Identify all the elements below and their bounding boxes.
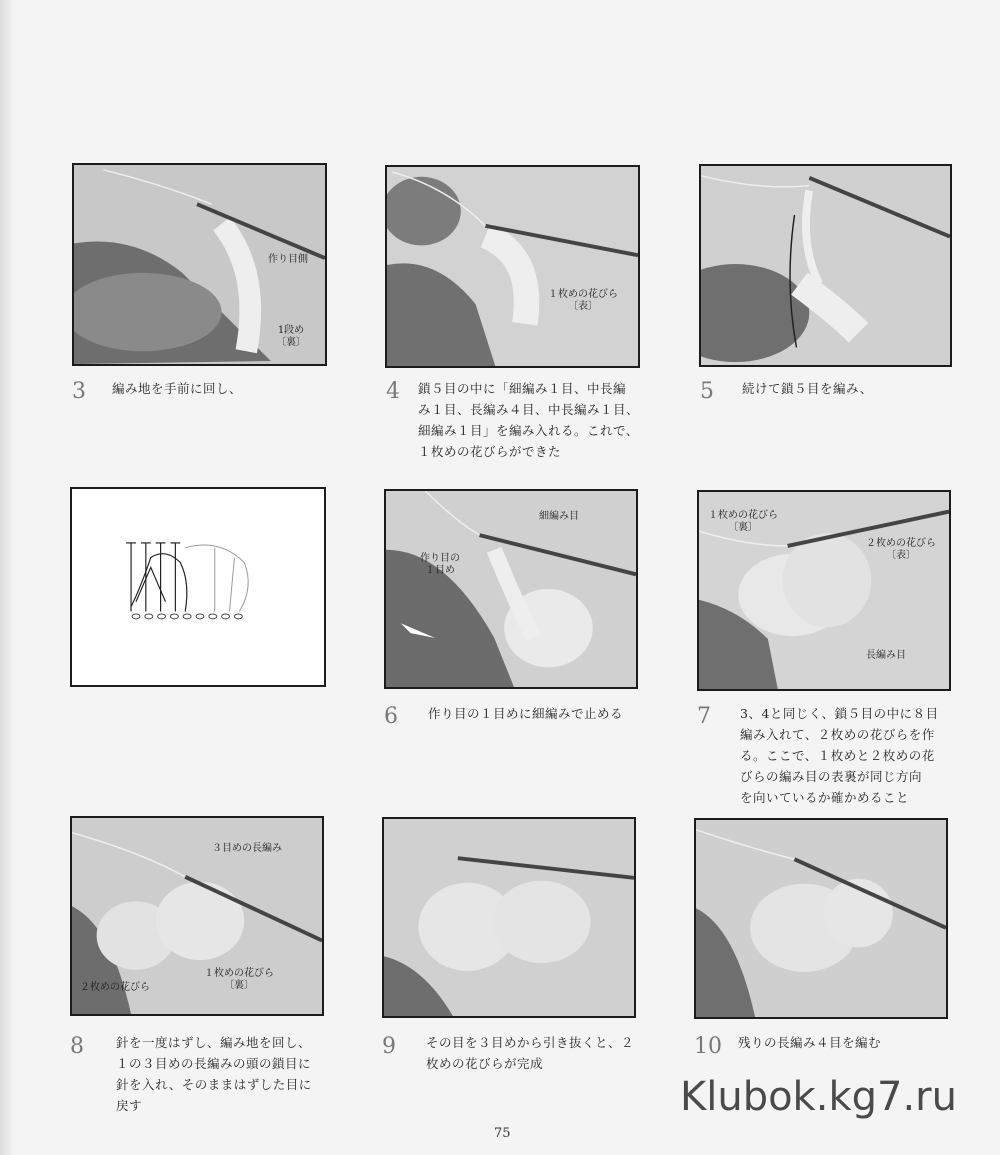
label-step-6-b: 作り目の １目め: [420, 553, 460, 576]
watermark: Klubok.kg7.ru: [680, 1074, 957, 1120]
step-text-7: 3、4と同じく、鎖５目の中に８目 編み入れて、２枚めの花びらを作 る。ここで、１枚めと２枚めの花 びらの編み目の表裏が同じ方向 を向いているか確かめること: [740, 706, 939, 805]
page-number: 75: [494, 1126, 511, 1141]
photo-step-4: [385, 165, 640, 368]
label-step-8-a: ３目めの長編み: [212, 843, 282, 854]
step-text-10: 残りの長編み４目を編む: [738, 1035, 882, 1050]
step-text-4: 鎖５目の中に「細編み１目、中長編 み１目、長編み４目、中長編み１目、 細編み１目」を編み入れる。これで、 １枚めの花びらができた: [418, 381, 640, 459]
label-step-4-a: １枚めの花びら 〔表〕: [548, 289, 618, 312]
label-step-8-b: １枚めの花びら 〔裏〕: [204, 968, 274, 991]
photo-step-10: [694, 818, 948, 1019]
photo-step-5: [699, 164, 952, 367]
step-text-5: 続けて鎖５目を編み、: [742, 381, 873, 396]
step-number-5: 5: [700, 379, 714, 404]
page-binding-shadow: [0, 0, 14, 1155]
step-number-4: 4: [386, 379, 400, 404]
label-step-7-b: ２枚めの花びら 〔表〕: [866, 538, 936, 561]
crochet-chart-diagram: [70, 487, 326, 687]
label-step-6-a: 細編み目: [539, 511, 579, 522]
step-number-7: 7: [697, 704, 711, 729]
label-step-3-a: 作り目側: [268, 254, 308, 265]
step-number-9: 9: [382, 1034, 396, 1059]
step-text-8: 針を一度はずし、編み地を回し、 １の３目めの長編みの頭の鎖目に 針を入れ、そのままはずした目に 戻す: [116, 1035, 312, 1113]
step-text-6: 作り目の１目めに細編みで止める: [428, 706, 624, 721]
step-number-6: 6: [384, 704, 398, 729]
step-number-10: 10: [694, 1034, 722, 1059]
step-number-8: 8: [70, 1034, 84, 1059]
step-number-3: 3: [72, 379, 86, 404]
step-text-9: その目を３目めから引き抜くと、２ 枚めの花びらが完成: [426, 1035, 635, 1071]
label-step-8-c: ２枚めの花びら: [80, 982, 150, 993]
photo-step-9: [382, 817, 636, 1018]
label-step-7-c: 長編み目: [866, 650, 906, 661]
label-step-3-b: 1段め 〔裏〕: [276, 325, 306, 348]
step-text-3: 編み地を手前に回し、: [112, 381, 243, 396]
photo-step-6: [384, 489, 638, 689]
label-step-7-a: １枚めの花びら 〔裏〕: [708, 510, 778, 533]
